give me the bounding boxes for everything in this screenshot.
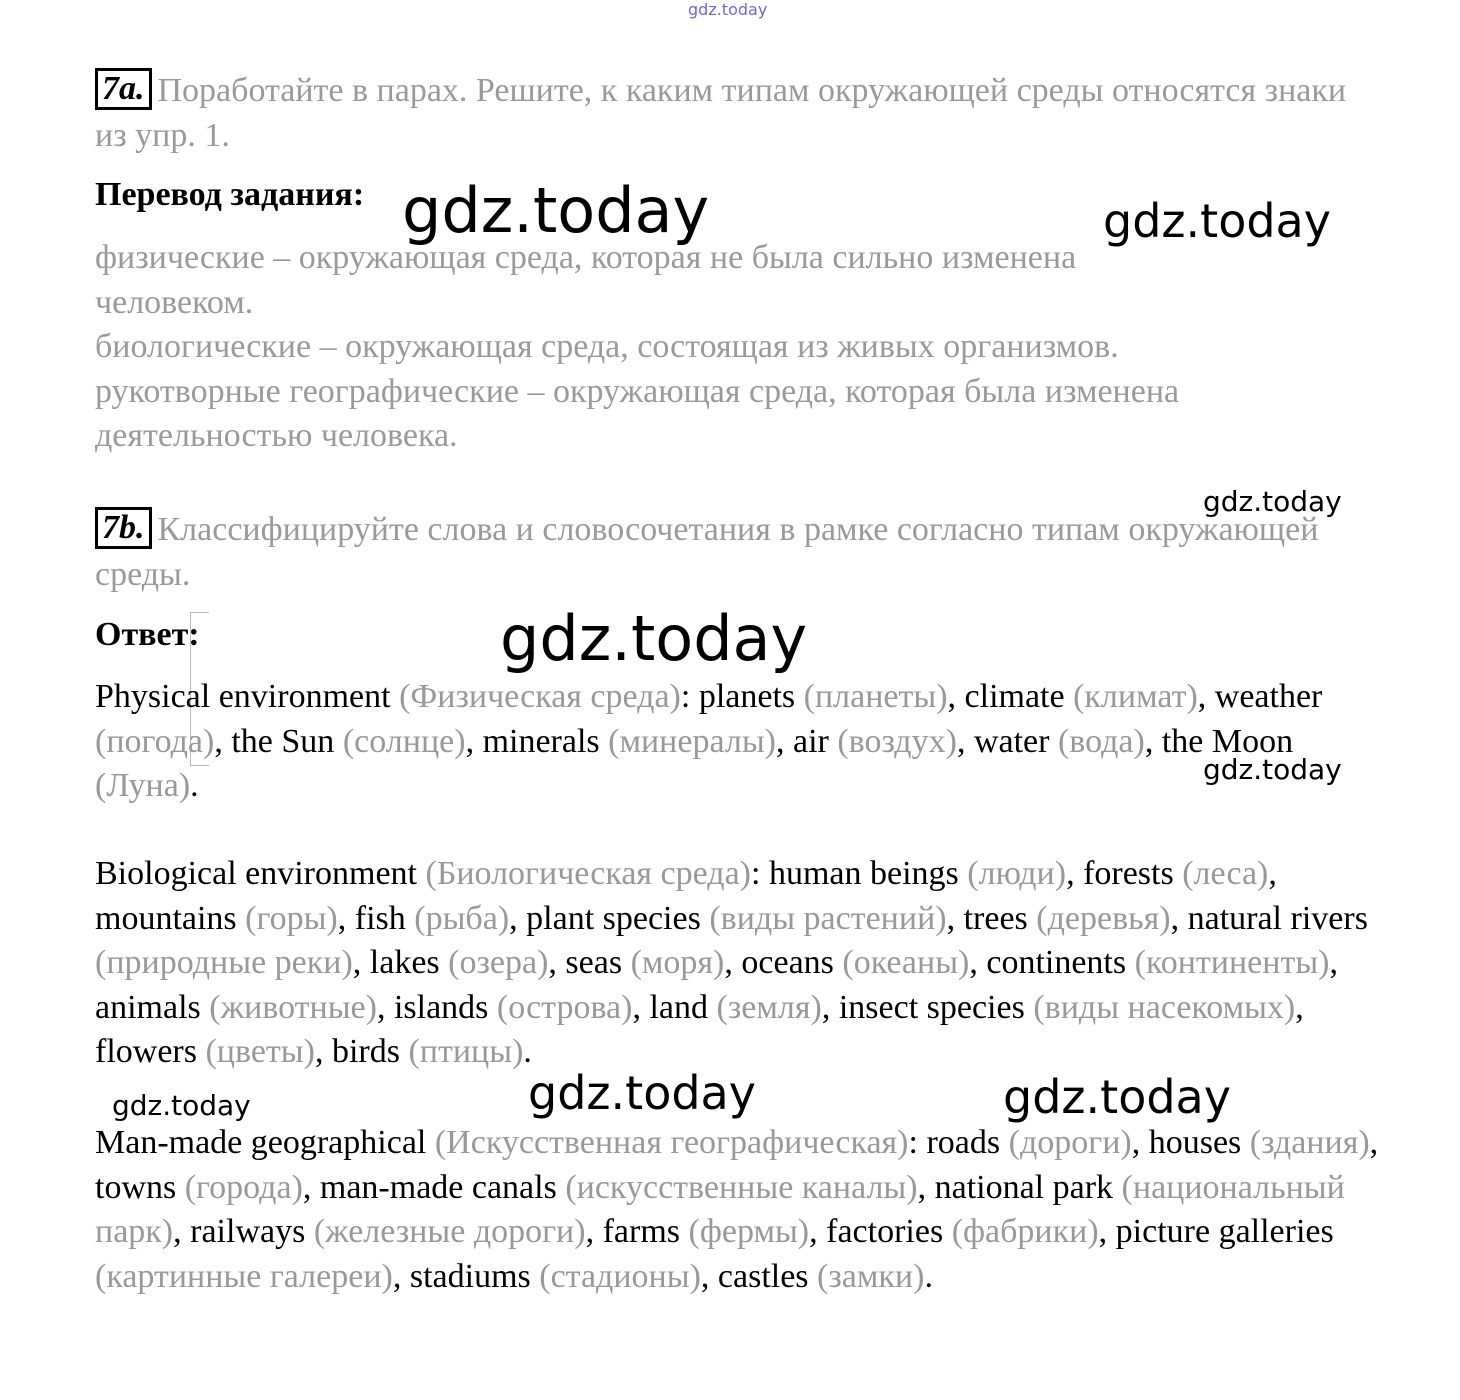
separator: , — [1066, 855, 1084, 892]
biological-environment-paragraph — [95, 852, 1385, 1075]
word-english: natural rivers — [1187, 899, 1368, 937]
separator: , — [214, 722, 232, 760]
separator: , — [352, 944, 370, 982]
watermark: gdz.today — [1203, 485, 1342, 518]
word-english: continents — [986, 944, 1127, 982]
word-translation: (виды насекомых) — [1033, 988, 1296, 1026]
translation-line: биологические – окружающая среда, состоящая из живых организмов. — [95, 328, 1119, 366]
word-english: plant species — [526, 899, 701, 937]
word-english: water — [973, 722, 1050, 760]
watermark: gdz.today — [1203, 753, 1342, 786]
word-translation: (минералы) — [608, 722, 776, 760]
task-number-7b: 7b. — [95, 507, 152, 549]
separator: . — [924, 1257, 933, 1295]
word-english: factories — [826, 1213, 944, 1251]
category-title: Physical environment — [95, 678, 391, 715]
word-translation: (животные) — [209, 988, 377, 1026]
task-7b — [95, 507, 1325, 597]
word-translation: (люди) — [967, 855, 1067, 892]
word-english: man-made canals — [319, 1168, 557, 1206]
word-translation: (птицы) — [408, 1033, 524, 1071]
word-english: roads — [926, 1124, 1001, 1161]
separator: , — [302, 1168, 320, 1206]
separator: , — [392, 1257, 410, 1295]
separator: , — [809, 1213, 827, 1251]
separator: , — [314, 1033, 332, 1071]
separator: , — [1197, 678, 1215, 715]
word-translation: (цветы) — [205, 1033, 315, 1071]
word-english: minerals — [482, 722, 600, 760]
watermark: gdz.today — [402, 174, 710, 247]
separator: , — [632, 988, 650, 1026]
word-english: air — [792, 722, 829, 760]
separator: , — [700, 1257, 718, 1295]
separator: . — [523, 1033, 532, 1071]
word-english: seas — [565, 944, 623, 982]
word-english: lakes — [369, 944, 440, 982]
word-english: national park — [934, 1168, 1114, 1206]
separator: , — [956, 722, 974, 760]
word-english: weather — [1214, 678, 1323, 715]
word-translation: (планеты) — [803, 678, 948, 715]
separator: , — [917, 1168, 935, 1206]
separator: , — [1098, 1213, 1116, 1251]
word-translation: (природные реки) — [95, 944, 353, 982]
separator: , — [1170, 899, 1188, 937]
colon: : — [680, 678, 699, 715]
watermark: gdz.today — [500, 602, 808, 675]
word-translation: (рыба) — [414, 899, 510, 937]
separator: , — [585, 1213, 603, 1251]
separator: , — [465, 722, 483, 760]
word-english: land — [649, 988, 709, 1026]
word-translation: (национальный парк) — [95, 1168, 1345, 1251]
separator: , — [947, 678, 965, 715]
word-translation: (картинные галереи) — [95, 1257, 393, 1295]
word-translation: (города) — [184, 1168, 303, 1206]
separator: , — [724, 944, 742, 982]
word-translation: (леса) — [1182, 855, 1269, 892]
watermark: gdz.today — [1003, 1070, 1231, 1124]
word-translation: (климат) — [1073, 678, 1198, 715]
category-title-translation: (Физическая среда) — [399, 678, 681, 715]
watermark: gdz.today — [1103, 194, 1331, 248]
word-english: forests — [1083, 855, 1174, 892]
separator: , — [509, 899, 527, 937]
word-translation: (деревья) — [1036, 899, 1171, 937]
word-english: human beings — [768, 855, 959, 892]
word-translation: (фабрики) — [951, 1213, 1099, 1251]
word-translation: (железные дороги) — [313, 1213, 586, 1251]
separator: , — [173, 1213, 191, 1251]
separator: , — [1329, 944, 1338, 982]
separator: , — [337, 899, 355, 937]
word-english: climate — [964, 678, 1065, 715]
word-english: mountains — [95, 899, 237, 937]
word-translation: (здания) — [1249, 1124, 1370, 1161]
separator: , — [1131, 1124, 1149, 1161]
watermark: gdz.today — [528, 1066, 756, 1120]
word-translation: (дороги) — [1008, 1124, 1132, 1161]
word-translation: (стадионы) — [539, 1257, 701, 1295]
category-title-translation: (Искусственная географическая) — [434, 1124, 909, 1161]
word-english: animals — [95, 988, 201, 1026]
separator: , — [946, 899, 964, 937]
word-translation: (фермы) — [688, 1213, 810, 1251]
translation-line: физические – окружающая среда, которая не была сильно изменена человеком. — [95, 239, 1077, 321]
manmade-environment-paragraph — [95, 1121, 1385, 1299]
category-title: Man-made geographical — [95, 1124, 427, 1161]
answer-heading: Ответ: — [95, 616, 200, 653]
word-english: planets — [698, 678, 796, 715]
separator: , — [548, 944, 566, 982]
category-title-translation: (Биологическая среда) — [425, 855, 752, 892]
word-english: islands — [393, 988, 489, 1026]
watermark-top: gdz.today — [688, 0, 768, 19]
word-translation: (Луна) — [95, 767, 191, 805]
task-7a — [95, 68, 1385, 158]
separator: . — [190, 767, 199, 805]
word-translation: (вода) — [1057, 722, 1145, 760]
word-english: flowers — [95, 1033, 197, 1071]
separator: , — [1295, 988, 1304, 1026]
task-number-7a: 7a. — [95, 68, 152, 110]
word-english: fish — [354, 899, 406, 937]
word-translation: (острова) — [496, 988, 633, 1026]
word-english: picture galleries — [1115, 1213, 1334, 1251]
colon: : — [908, 1124, 927, 1161]
task-7b-text: Классифицируйте слова и словосочетания в рамке согласно типам окружающей среды. — [95, 511, 1319, 593]
translation-line: рукотворные географические – окружающая среда, которая была изменена деятельностью человека. — [95, 372, 1180, 455]
separator: , — [821, 988, 839, 1026]
separator: , — [376, 988, 394, 1026]
word-english: towns — [95, 1168, 177, 1206]
word-translation: (моря) — [630, 944, 725, 982]
word-translation: (воздух) — [837, 722, 957, 760]
task-7a-text: Поработайте в парах. Решите, к каким типам окружающей среды относятся знаки из упр. 1. — [95, 72, 1347, 154]
separator: , — [1369, 1124, 1379, 1161]
word-english: birds — [331, 1033, 400, 1071]
word-translation: (озера) — [448, 944, 549, 982]
category-title: Biological environment — [95, 855, 417, 892]
separator: , — [1144, 722, 1162, 760]
separator: , — [775, 722, 793, 760]
word-translation: (солнце) — [342, 722, 466, 760]
translation-text — [95, 236, 1365, 459]
word-translation: (континенты) — [1134, 944, 1330, 982]
word-translation: (замки) — [817, 1257, 925, 1295]
separator: , — [969, 944, 987, 982]
word-english: trees — [963, 899, 1028, 937]
word-english: oceans — [741, 944, 834, 982]
colon: : — [751, 855, 769, 892]
word-translation: (земля) — [716, 988, 822, 1026]
translation-heading: Перевод задания: — [95, 176, 365, 213]
separator: , — [1268, 855, 1277, 892]
word-translation: (виды растений) — [709, 899, 947, 937]
word-english: railways — [190, 1213, 306, 1251]
word-english: castles — [717, 1257, 809, 1295]
word-translation: (горы) — [245, 899, 338, 937]
word-english: the Moon — [1161, 722, 1294, 760]
word-translation: (искусственные каналы) — [565, 1168, 918, 1206]
physical-environment-paragraph — [95, 675, 1385, 809]
watermark: gdz.today — [112, 1089, 251, 1122]
word-english: insect species — [838, 988, 1025, 1026]
word-translation: (океаны) — [842, 944, 970, 982]
word-english: farms — [602, 1213, 681, 1251]
word-english: the Sun — [231, 722, 335, 760]
word-english: houses — [1148, 1124, 1242, 1161]
word-translation: (погода) — [95, 722, 215, 760]
word-english: stadiums — [409, 1257, 531, 1295]
